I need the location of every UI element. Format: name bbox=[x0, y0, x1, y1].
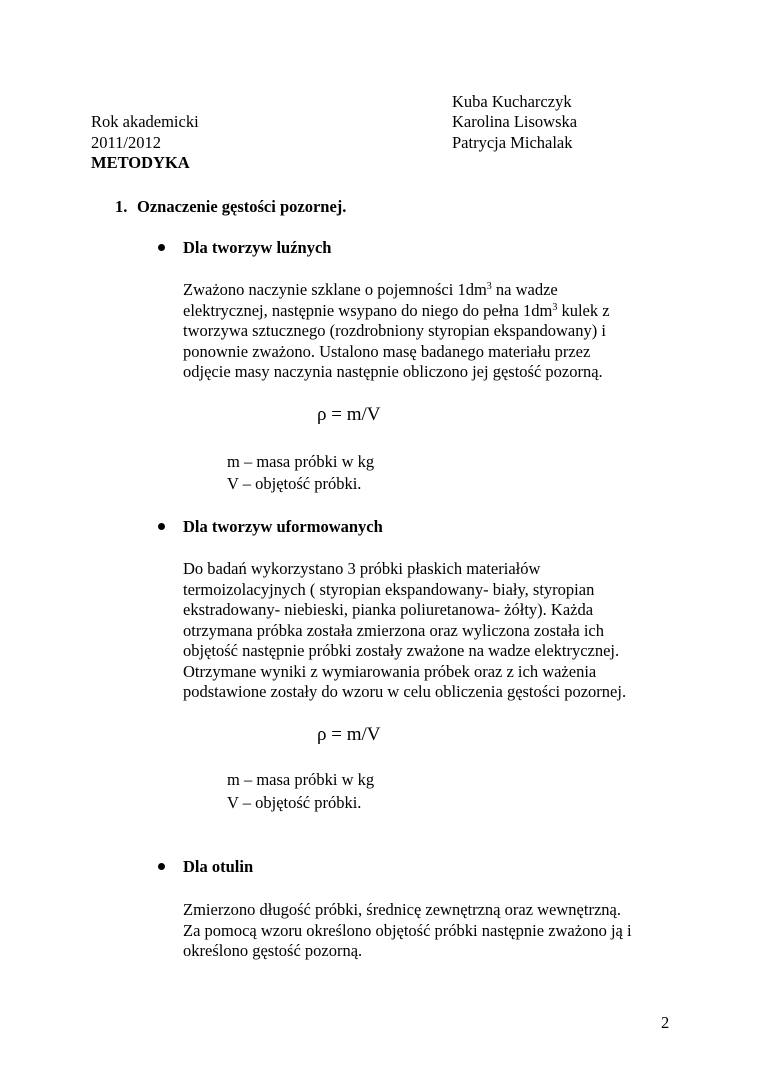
paragraph-line: Za pomocą wzoru określono objętość próbki następnie zważono ją i bbox=[183, 920, 632, 940]
page-number: 2 bbox=[661, 1013, 670, 1032]
definition-volume: V – objętość próbki. bbox=[227, 474, 362, 493]
section-heading: Oznaczenie gęstości pozornej. bbox=[137, 197, 347, 216]
section-number: 1. bbox=[115, 197, 128, 216]
formula-density: ρ = m/V bbox=[317, 404, 381, 425]
paragraph-line: Otrzymane wyniki z wymiarowania próbek oraz z ich ważenia bbox=[183, 661, 597, 681]
paragraph-line: podstawione zostały do wzoru w celu obliczenia gęstości pozornej. bbox=[183, 682, 627, 701]
subsection-heading-formed: Dla tworzyw uformowanych bbox=[183, 517, 383, 536]
paragraph-line: elektrycznej, następnie wsypano do niego do pełna $1dm^3$ kulek z bbox=[183, 300, 610, 320]
paragraph-line: objętość następnie próbki zostały zważone na wadze elektrycznej. bbox=[183, 641, 620, 660]
paragraph-line: określono gęstość pozorną. bbox=[183, 941, 363, 960]
formula-density: ρ = m/V bbox=[317, 724, 381, 745]
subsection-heading-loose: Dla tworzyw luźnych bbox=[183, 238, 332, 257]
paragraph-formed bbox=[183, 559, 626, 703]
definition-volume: V – objętość próbki. bbox=[227, 793, 362, 812]
section-title: METODYKA bbox=[91, 153, 190, 172]
paragraph-line: odjęcie masy naczynia następnie obliczono jej gęstość pozorną. bbox=[183, 362, 603, 381]
paragraph-line: ekstradowany- niebieski, pianka poliuretanowa- żółty). Każda bbox=[183, 600, 594, 619]
paragraph-loose bbox=[183, 280, 610, 383]
bullet-icon bbox=[158, 244, 165, 251]
paragraph-line: otrzymana próbka została zmierzona oraz wyliczona została ich bbox=[183, 620, 605, 640]
bullet-icon bbox=[158, 523, 165, 530]
paragraph-line: Do badań wykorzystano 3 próbki płaskich materiałów bbox=[183, 559, 541, 578]
author-name: Kuba Kucharczyk bbox=[452, 92, 572, 111]
paragraph-line: termoizolacyjnych ( styropian ekspandowany- biały, styropian bbox=[183, 579, 595, 599]
paragraph-line: ponownie zważono. Ustalono masę badanego materiału przez bbox=[183, 341, 591, 361]
definition-mass: m – masa próbki w kg bbox=[227, 770, 375, 789]
definition-mass: m – masa próbki w kg bbox=[227, 452, 375, 471]
author-name: Karolina Lisowska bbox=[452, 112, 578, 131]
subsection-heading-pipe: Dla otulin bbox=[183, 857, 254, 876]
paragraph-line: Zważono naczynie szklane o pojemności $1dm^3$ na wadze bbox=[183, 280, 558, 299]
paragraph-pipe bbox=[183, 900, 632, 962]
academic-year-label: Rok akademicki bbox=[91, 112, 199, 131]
academic-year-value: 2011/2012 bbox=[91, 133, 161, 152]
paragraph-line: Zmierzono długość próbki, średnicę zewnętrzną oraz wewnętrzną. bbox=[183, 900, 621, 919]
author-name: Patrycja Michalak bbox=[452, 133, 573, 152]
paragraph-line: tworzywa sztucznego (rozdrobniony styropian ekspandowany) i bbox=[183, 321, 606, 340]
bullet-icon bbox=[158, 863, 165, 870]
